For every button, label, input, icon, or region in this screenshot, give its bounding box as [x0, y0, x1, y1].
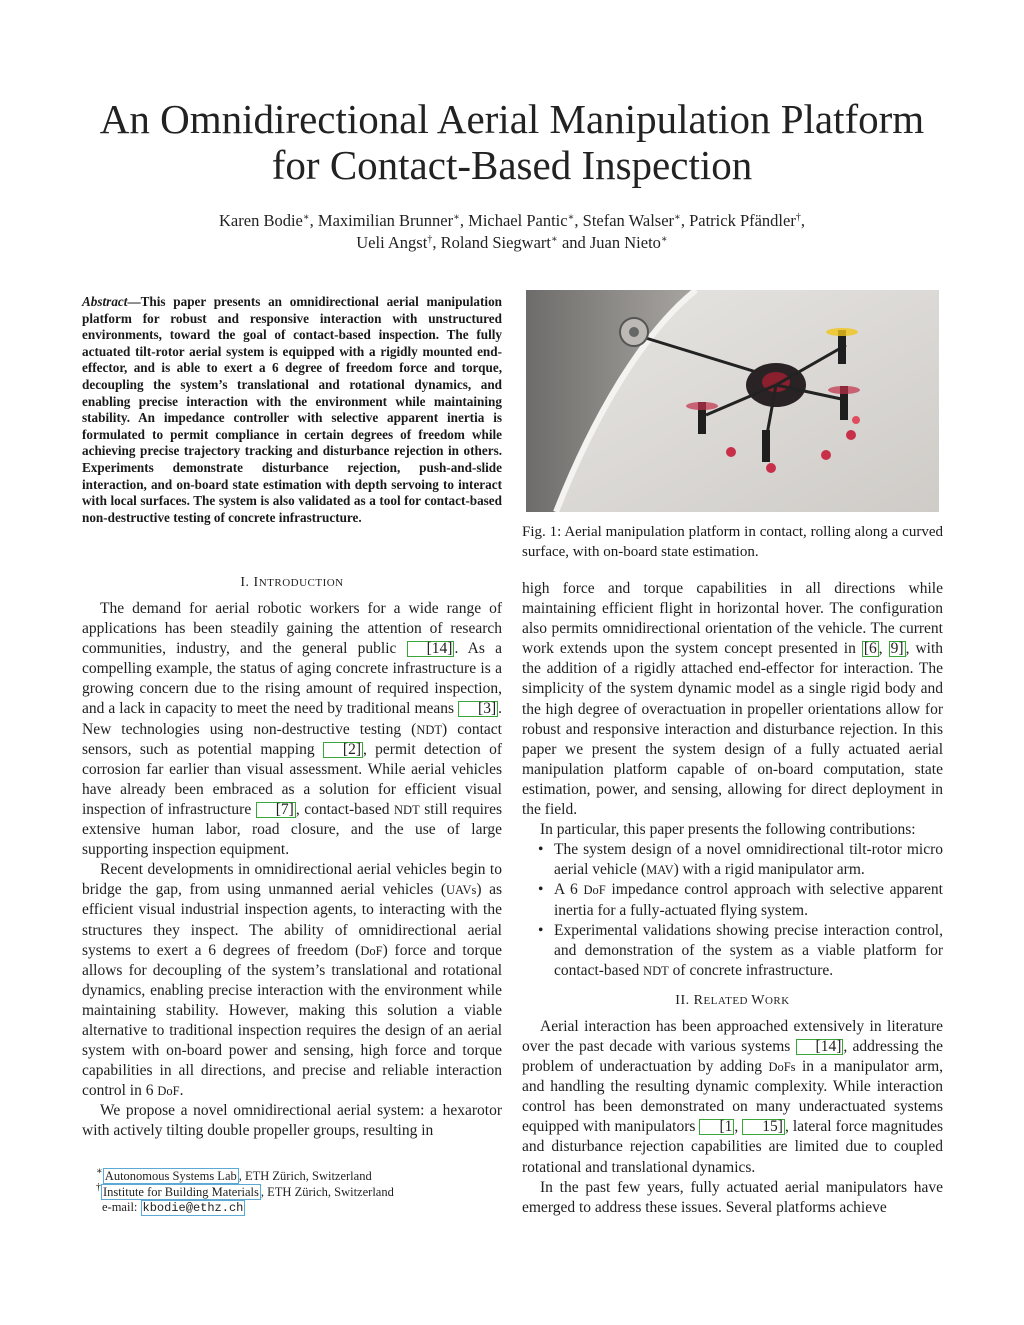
abstract-text: This paper presents an omnidirectional aerial manipulation platform for robust and responsive interaction with unstructured environments, toward the goal of contact-based inspection. The fully actuated tilt-rotor aerial system is equipped with a rigidly mounted end-effector, and is able to exert a 6 degree of freedom force and torque, decoupling the system’s translational and rotational dynamics, and enabling precise interaction with the environment while maintaining stability. An impedance controller with selective apparent inertia is formulated to permit compliance in certain degrees of freedom while achieving precise trajectory tracking and disturbance rejection in others. Experiments demonstrate disturbance rejection, push-and-slide interaction, and on-board state estimation with depth servoing to interact with local surfaces. The system is also validated as a tool for contact-based non-destructive testing of concrete infrastructure.: [82, 294, 502, 525]
footnote-email: e-mail: kbodie@ethz.ch: [102, 1200, 244, 1215]
citation-link[interactable]: [1: [699, 1119, 734, 1135]
author-name: Michael Pantic: [468, 211, 568, 230]
contributions-list: [522, 840, 943, 981]
authors-line-1: Karen Bodie∗, Maximilian Brunner∗, Michael Pantic∗, Stefan Walser∗, Patrick Pfändler†,: [219, 211, 805, 230]
right-column: [522, 579, 943, 1218]
author-name: Karen Bodie: [219, 211, 303, 230]
list-item: • Experimental validations showing precise interaction control, and demonstration of the system as a viable platform for contact-based NDT of concrete infrastructure.: [538, 921, 943, 979]
author-name: Patrick Pfändler: [689, 211, 796, 230]
footnote-2: † Institute for Building Materials , ETH Zürich, Switzerland: [96, 1181, 394, 1199]
intro-paragraph-1: The demand for aerial robotic workers for a wide range of applications has been steadily gaining the attention of research communities, industry, and the general public [14] . As a compelling example, the status of aging concrete infrastructure is a growing concern due to the rising amount of required inspection, and a lack in capacity to meet the need by traditional means [3] . New technologies using non-destructive testing (NDT) contact sensors, such as potential mapping [2] , permit detection of corrosion far earlier than visual assessment. While aerial vehicles have already been embraced as a solution for efficient visual inspection of infrastructure [7] , contact-based NDT still requires extensive human labor, road closure, and the use of large supporting inspection equipment.: [82, 600, 502, 859]
author-list: [80, 210, 944, 254]
title-line-1: An Omnidirectional Aerial Manipulation Platform: [99, 96, 925, 142]
author-name: Stefan Walser: [582, 211, 675, 230]
citation-link[interactable]: [2]: [323, 742, 363, 758]
citation-link[interactable]: [14]: [796, 1039, 844, 1055]
list-item: • A 6 DoF impedance control approach with selective apparent inertia for a fully-actuated flying system.: [538, 881, 943, 919]
title-line-2: for Contact-Based Inspection: [271, 142, 753, 188]
affiliation-mark: ∗: [660, 234, 668, 245]
author-name: Maximilian Brunner: [317, 211, 454, 230]
section-heading-related-work: II. RELATED WORK: [675, 992, 790, 1008]
list-item: • The system design of a novel omnidirectional tilt-rotor micro aerial vehicle (MAV) with a rigid manipulator arm.: [538, 841, 943, 879]
paper-title: [60, 96, 964, 188]
figure-1-caption: Fig. 1: Aerial manipulation platform in contact, rolling along a curved surface, with on-board state estimation.: [522, 524, 943, 560]
author-name: Roland Siegwart: [440, 233, 552, 252]
contributions-intro: In particular, this paper presents the following contributions:: [540, 821, 916, 839]
abstract-label: Abstract: [82, 294, 128, 309]
citation-link[interactable]: 15]: [742, 1119, 785, 1135]
section-heading-introduction: I. INTRODUCTION: [240, 575, 344, 590]
related-work-paragraph-2: In the past few years, fully actuated aerial manipulators have emerged to address these issues. Several platforms achieve: [522, 1178, 943, 1216]
affiliation-mark: ∗: [567, 212, 575, 223]
figure-1-photo: [526, 290, 939, 512]
affiliation-mark: ∗: [674, 212, 681, 223]
left-column: [82, 573, 502, 1142]
author-name: Juan Nieto: [589, 233, 661, 252]
affiliation-mark: ∗: [453, 212, 460, 223]
author-name: Ueli Angst: [356, 233, 428, 252]
authors-line-2: Ueli Angst†, Roland Siegwart∗ and Juan Nieto∗: [356, 233, 668, 252]
footnotes: [96, 1166, 394, 1217]
right-paragraph-1: high force and torque capabilities in all directions while maintaining efficient flight in horizontal hover. The configuration also permits omnidirectional orientation of the vehicle. The current work extends upon the system concept presented in [6 , 9] , with the addition of a rigidly attached end-effector for interaction. The simplicity of the system dynamic model as a single rigid body and the high degree of overactuation in propeller orientations allow for robust and responsive interaction and disturbance rejection. In this paper we present the system design of a fully actuated aerial manipulation platform capable of on-board computation, state estimation, power, and sensing, allowing for direct deployment in the field.: [522, 580, 943, 819]
affiliation-mark: ∗: [551, 234, 558, 245]
footnote-1: ∗ Autonomous Systems Lab , ETH Zürich, Switzerland: [96, 1166, 372, 1183]
intro-paragraph-3: We propose a novel omnidirectional aerial system: a hexarotor with actively tilting double propeller groups, resulting in: [82, 1102, 502, 1140]
aerial-platform-photo: [526, 290, 939, 512]
affiliation-link[interactable]: Autonomous Systems Lab: [104, 1169, 237, 1183]
related-work-paragraph-1: Aerial interaction has been approached extensively in literature over the past decade with various systems [14] , addressing the problem of underactuation by adding DoFs in a manipulator arm, and handling the resulting dynamic complexity. While interaction control has been demonstrated on many underactuated systems equipped with manipulators [1 , 15] , lateral force magnitudes and disturbance rejection capabilities are limited due to coupled rotational and translational dynamics.: [522, 1017, 943, 1176]
citation-link[interactable]: [7]: [256, 802, 296, 818]
affiliation-mark: †: [427, 234, 433, 245]
affiliation-mark: †: [795, 212, 801, 223]
affiliation-link[interactable]: Institute for Building Materials: [103, 1184, 259, 1199]
abstract: Abstract—This paper presents an omnidirectional aerial manipulation platform for robust and responsive interaction with unstructured environments, toward the goal of contact-based inspection. The fully actuated tilt-rotor aerial system is equipped with a rigidly mounted end-effector, and is able to exert a 6 degree of freedom force and torque, decoupling the system’s translational and rotational dynamics, and enabling precise interaction with the environment while maintaining stability. An impedance controller with selective apparent inertia is formulated to permit compliance in certain degrees of freedom while achieving precise trajectory tracking and disturbance rejection in others. Experiments demonstrate disturbance rejection, push-and-slide interaction, and on-board state estimation with depth servoing to interact with local surfaces. The system is also validated as a tool for contact-based non-destructive testing of concrete infrastructure.: [82, 294, 502, 525]
citation-link[interactable]: [6: [863, 640, 877, 658]
citation-link[interactable]: 9]: [890, 640, 904, 658]
affiliation-mark: ∗: [302, 212, 310, 223]
citation-link[interactable]: [14]: [407, 641, 455, 657]
citation-link[interactable]: [3]: [458, 701, 498, 717]
email-link[interactable]: kbodie@ethz.ch: [142, 1201, 244, 1215]
intro-paragraph-2: Recent developments in omnidirectional aerial vehicles begin to bridge the gap, from using unmanned aerial vehicles (UAVs) as efficient visual industrial inspection agents, to interacting with the structures they inspect. The ability of omnidirectional aerial systems to exert a 6 degrees of freedom (DoF) force and torque allows for decoupling of the system’s translational and rotational dynamics, enabling precise interaction with the environment while maintaining stability. However, making this solution a viable alternative to traditional inspection requires the design of an aerial system with on-board power and sensing, high force and torque capabilities in all directions, and precise and reliable interaction control in 6 DoF.: [82, 861, 502, 1100]
